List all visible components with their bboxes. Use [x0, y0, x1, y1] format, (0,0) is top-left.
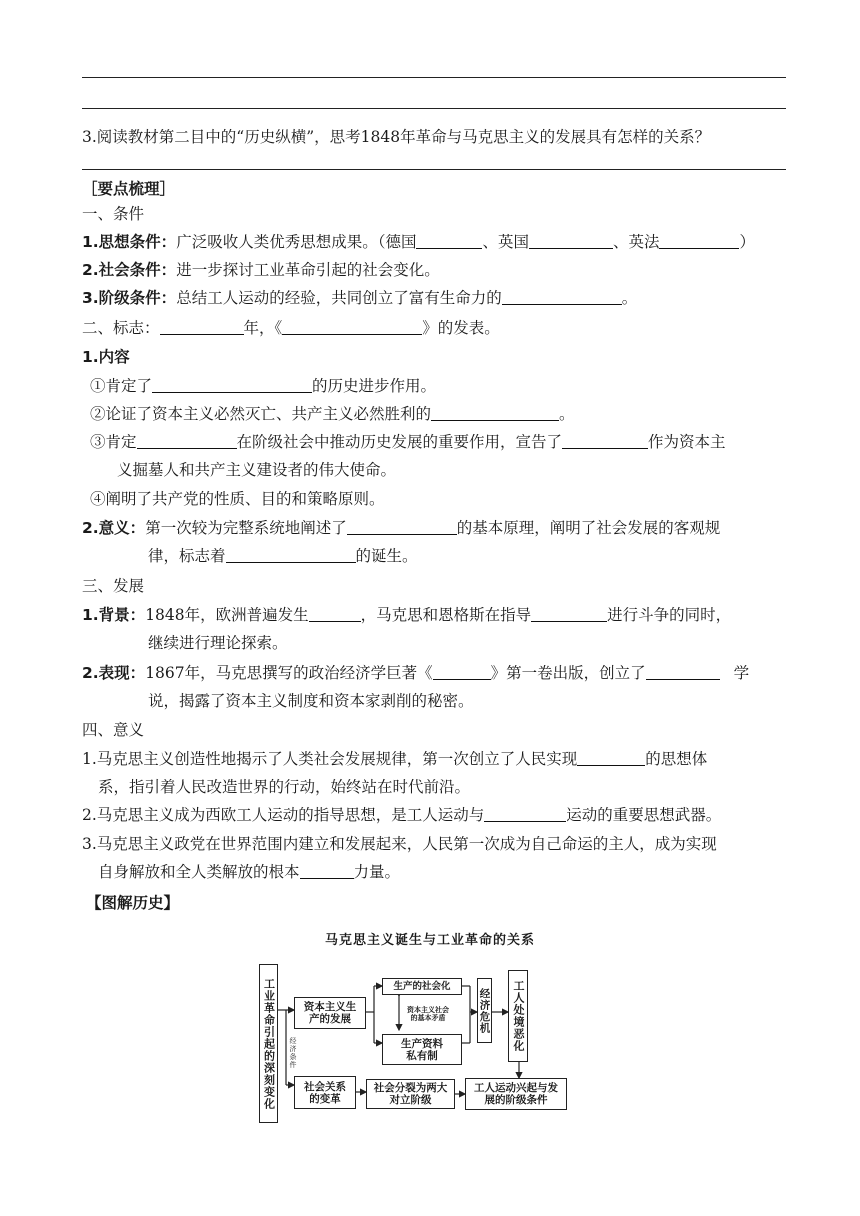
expression-cont: 说，揭露了资本主义制度和资本家剥削的秘密。 — [148, 692, 474, 710]
socialized-production-box: 生产的社会化 — [382, 978, 462, 995]
meaning-3: 3.马克思主义政党在世界范围内建立和发展起来，人民第一次成为自己命运的主人，成为实现 — [82, 835, 717, 853]
two-classes-box: 社会分裂为两大对立阶级 — [366, 1079, 455, 1109]
section-1-title: 一、条件 — [82, 205, 145, 223]
section-4-title: 四、意义 — [82, 721, 145, 739]
private-ownership-box: 生产资料私有制 — [382, 1034, 462, 1065]
economic-crisis-box: 经济危机 — [477, 978, 492, 1043]
content-label: 1.内容 — [82, 348, 130, 366]
diagram-header: 【图解历史】 — [86, 894, 180, 912]
class-condition: 3.阶级条件：总结工人运动的经验，共同创立了富有生命力的 。 — [82, 289, 638, 307]
content-item-3: ③肯定 在阶级社会中推动历史发展的重要作用，宣告了 作为资本主 — [90, 433, 726, 451]
summary-header: ［要点梳理］ — [82, 180, 176, 198]
significance: 2.意义：第一次较为完整系统地阐述了 的基本原理，阐明了社会发展的客观规 — [82, 519, 721, 537]
content-item-1: ①肯定了 的历史进步作用。 — [90, 377, 437, 395]
basic-contradiction-label: 资本主义社会的基本矛盾 — [407, 1006, 449, 1022]
section-3-title: 三、发展 — [82, 577, 145, 595]
significance-cont: 律，标志着 的诞生。 — [148, 547, 418, 565]
meaning-1: 1.马克思主义创造性地揭示了人类社会发展规律，第一次创立了人民实现 的思想体 — [82, 750, 708, 768]
expression: 2.表现：1867年，马克思撰写的政治经济学巨著《 》第一卷出版，创立了 学 — [82, 664, 750, 682]
background: 1.背景：1848年，欧洲普遍发生 ，马克思和恩格斯在指导 进行斗争的同时， — [82, 606, 732, 624]
content-item-2: ②论证了资本主义必然灭亡、共产主义必然胜利的 。 — [90, 405, 575, 423]
meaning-1-cont: 系，指引着人民改造世界的行动，始终站在时代前沿。 — [98, 778, 471, 796]
workers-worsen-box: 工人处境恶化 — [508, 970, 528, 1062]
capitalist-production-box: 资本主义生产的发展 — [294, 997, 366, 1029]
social-condition: 2.社会条件：进一步探讨工业革命引起的社会变化。 — [82, 261, 440, 279]
content-item-4: ④阐明了共产党的性质、目的和策略原则。 — [90, 490, 385, 508]
content-item-3-cont: 义掘墓人和共产主义建设者的伟大使命。 — [117, 461, 397, 479]
meaning-2: 2.马克思主义成为西欧工人运动的指导思想，是工人运动与 运动的重要思想武器。 — [82, 806, 722, 824]
section-2-title: 二、标志： 年，《 》的发表。 — [82, 319, 500, 337]
economic-condition-label: 经济条件 — [289, 1037, 297, 1069]
meaning-3-cont: 自身解放和全人类解放的根本 力量。 — [98, 863, 401, 881]
industrial-revolution-box: 工业革命引起的深刻变化 — [259, 964, 278, 1123]
diagram-title: 马克思主义诞生与工业革命的关系 — [324, 933, 535, 948]
question-3: 3.阅读教材第二目中的“历史纵横”，思考1848年革命与马克思主义的发展具有怎样的关系？ — [82, 128, 711, 146]
social-relations-box: 社会关系的变革 — [294, 1076, 356, 1109]
class-condition-box: 工人运动兴起与发展的阶级条件 — [465, 1078, 567, 1110]
thought-condition: 1.思想条件：广泛吸收人类优秀思想成果。（德国 、英国 、英法 ） — [82, 233, 755, 251]
background-cont: 继续进行理论探索。 — [148, 634, 288, 652]
